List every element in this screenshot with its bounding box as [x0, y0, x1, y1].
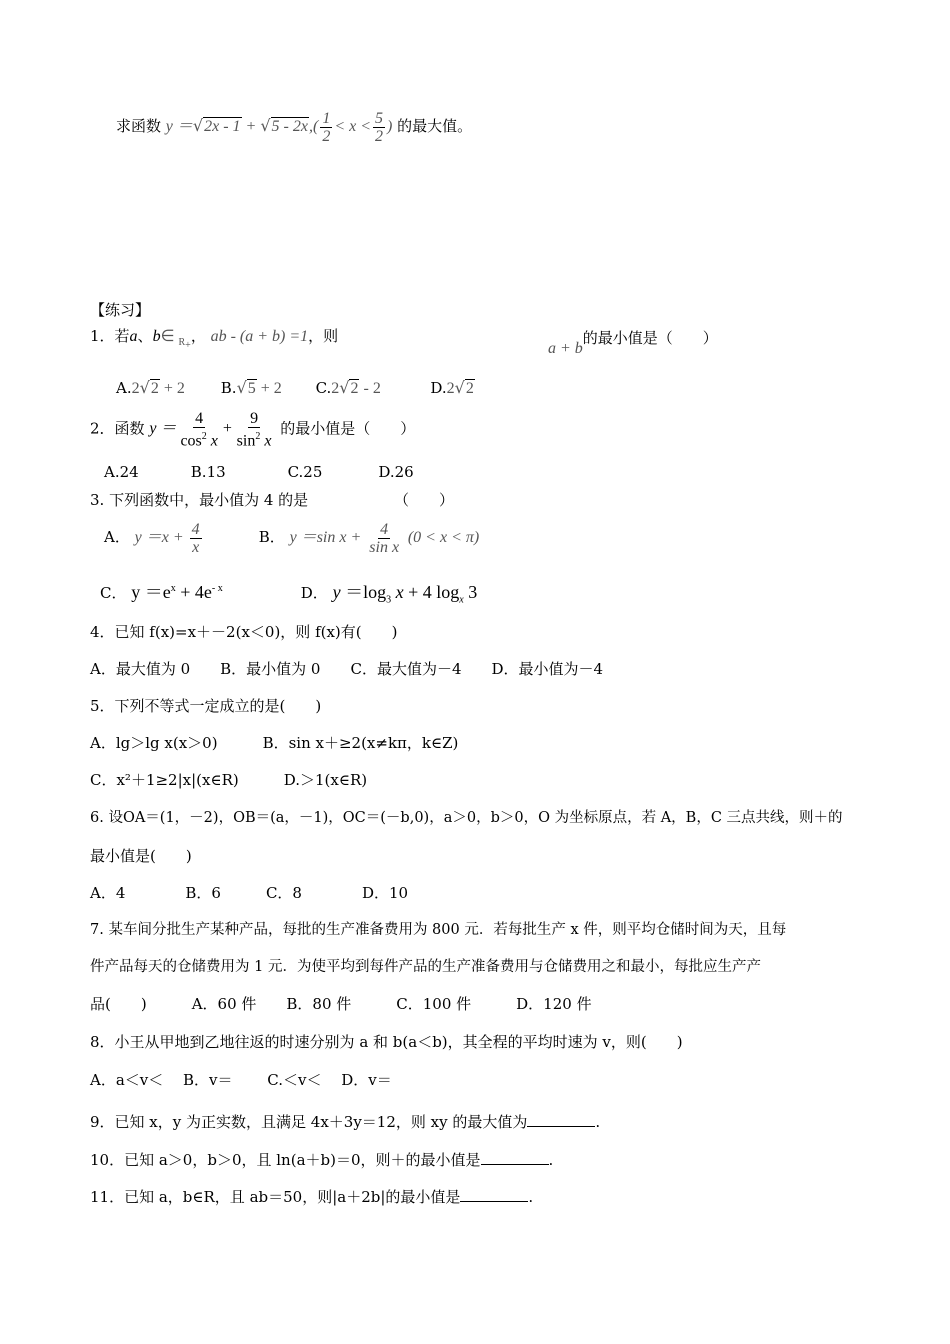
q2-formula: y ＝ $\frac{4}{\cos^2 x}$ + $\frac{9}{\sin^2 x}$ [149, 410, 272, 450]
q5-options-ab: A．lg＞lg x(x＞0) B．sin x＋≥2(x≠kπ，k∈Z) [90, 734, 459, 752]
q8-options: A．a＜v＜ B．v＝ C.＜v＜ D．v＝ [90, 1071, 392, 1089]
q6-options: A．4 B．6 C．8 D．10 [90, 884, 409, 902]
q10-text: 10．已知 a＞0，b＞0，且 ln(a＋b)＝0，则＋的最小值是 [90, 1151, 481, 1169]
q1-then: ，则 [308, 327, 339, 345]
q1-condition: ab - (a + b) =1 [210, 328, 309, 345]
q9-answer-blank[interactable] [527, 1112, 595, 1127]
q2-option-c: C.25 [287, 463, 323, 481]
q10-answer-blank[interactable] [481, 1150, 549, 1165]
q1-target [548, 328, 718, 357]
q11-text: 11．已知 a，b∈R，且 ab＝50，则|a＋2b|的最小值是 [90, 1188, 461, 1206]
q11-end: . [528, 1188, 534, 1206]
q11-answer-blank[interactable] [460, 1187, 528, 1202]
q3-paren: （ ） [394, 491, 455, 509]
question-1: 1．若a、b∈ $_{R_+}$， ab - (a + b) =1，则 [90, 327, 339, 352]
q3-option-d: D． $y =\log_3$ x + 4 $\log_x 3$ [300, 582, 478, 606]
q10-end: . [548, 1151, 554, 1169]
q1-option-a: A.2√2 + 2 [116, 378, 185, 397]
question-7-line-1: 7. 某车间分批生产某种产品，每批的生产准备费用为 800 元．若每批生产 x 件，则平均仓储时间为天，且每 [90, 922, 787, 938]
q1-option-d: D.2√2 [430, 378, 474, 397]
question-6-line-1: 6. 设OA＝(1，－2)，OB＝(a，－1)，OC＝(－b,0)，a＞0，b＞0，O 为坐标原点，若 A，B，C 三点共线，则＋的 [90, 810, 843, 826]
question-5: 5．下列不等式一定成立的是( ) [90, 697, 322, 715]
q1-tail: 的最小值是（ ） [582, 329, 718, 347]
question-3 [90, 490, 308, 510]
question-10 [90, 1150, 553, 1170]
q1-sep: 、 [137, 327, 153, 345]
q2-option-a: A.24 [104, 463, 139, 481]
intro-suffix: 的最大值。 [397, 117, 473, 136]
q2-option-b: B.13 [190, 463, 226, 481]
q1-option-c: C.2√2 - 2 [315, 378, 381, 397]
q1-option-b: B.√5 + 2 [220, 378, 282, 397]
q3-option-b: B． y ＝sin x + $\frac{4}{\text{sin x}}$ (0 < x < π) [258, 520, 480, 556]
q3-option-c: C． $y =e^x + 4e^{- x}$ [100, 582, 223, 602]
q5-options-cd: C．x²＋1≥2|x|(x∈R) D.＞1(x∈R) [90, 771, 368, 789]
q3-text: 3. 下列函数中，最小值为 4 的是 [90, 491, 309, 509]
q2-option-d: D.26 [378, 463, 414, 481]
q1-var-a: a [129, 328, 138, 345]
question-7-line-3: 品( ) A．60 件 B．80 件 C．100 件 D．120 件 [90, 995, 592, 1013]
question-9 [90, 1112, 600, 1132]
intro-problem [116, 110, 472, 145]
q4-options: A．最大值为 0 B．最小值为 0 C．最大值为－4 D．最小值为－4 [90, 660, 604, 678]
q3-options-cd [100, 574, 477, 616]
question-2 [90, 410, 415, 449]
question-7-line-2: 件产品每天的仓储费用为 1 元．为使平均到每件产品的生产准备费用与仓储费用之和最小，每批应生产产 [90, 959, 761, 975]
question-4: 4．已知 f(x)=x＋－2(x＜0)，则 f(x)有( ) [90, 623, 398, 641]
q1-prefix: 1．若 [90, 327, 130, 345]
q1-options [116, 378, 475, 399]
practice-heading: 【练习】 [90, 301, 151, 319]
q1-sum: a + b [548, 340, 583, 357]
question-8: 8．小王从甲地到乙地往返的时速分别为 a 和 b(a＜b)，其全程的平均时速为 v，则( ) [90, 1033, 683, 1051]
q2-options [104, 462, 414, 482]
q2-tail: 的最小值是（ ） [280, 419, 416, 438]
q1-set: ∈ $_{R_+}$ [160, 328, 191, 352]
q9-text: 9．已知 x，y 为正实数，且满足 4x＋3y＝12，则 xy 的最大值为 [90, 1113, 528, 1131]
q9-end: . [595, 1113, 601, 1131]
question-6-line-2: 最小值是( ) [90, 847, 192, 865]
q3-options-ab [104, 520, 479, 556]
q1-var-b: b [152, 328, 161, 345]
intro-formula: y ＝√2x - 1 + √5 - 2x,( $\frac{1}{2}$ < x < $\frac{5}{2}$ ) [165, 110, 393, 145]
q2-prefix: 2．函数 [90, 419, 145, 438]
q3-option-a: A． y ＝x + $\frac{4}{x}$ [104, 520, 200, 556]
question-11 [90, 1187, 533, 1207]
intro-prefix: 求函数 [116, 117, 162, 136]
